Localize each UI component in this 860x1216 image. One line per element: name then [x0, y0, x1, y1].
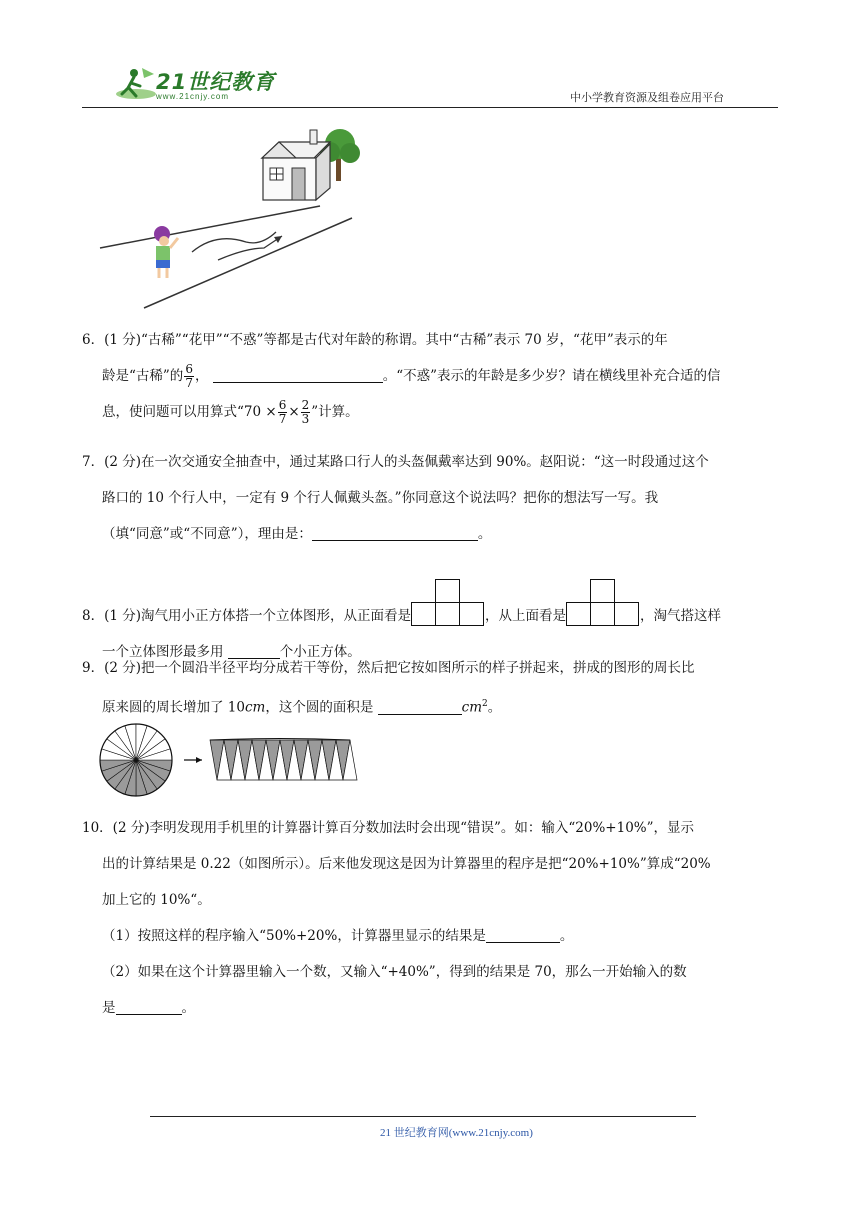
question-7: 7．(2 分)在一次交通安全抽查中，通过某路口行人的头盔佩戴率达到 90%。赵阳说：“这一时段通过这个 路口的 10 个行人中，一定有 9 个行人佩戴头盔。”你同意这个说法吗？把你的想法写一写。我 （填“同意”或“不同意”），理由是： 。	[82, 454, 709, 542]
q6-text: 龄是“古稀”的	[102, 368, 184, 384]
footer-source: 21 世纪教育网(www.21cnjy.com)	[380, 1127, 533, 1139]
fraction-two-thirds: $\frac{2}{3}$	[301, 398, 310, 426]
question-6: 6．(1 分)“古稀”“花甲”“不惑”等都是古代对年龄的称谓。其中“古稀”表示 70 岁，“花甲”表示的年 龄是“古稀”的 $\frac{6}{7}$ ， 。“不惑”表示的年龄是多少岁？请在横线里补充合适的信 息，使问题可以用算式“70 × $\frac{6}{7}$ × $\frac{2}{3}$ ”计算。	[82, 322, 782, 430]
q7-answer-blank[interactable]	[312, 524, 478, 541]
header-divider	[82, 107, 778, 108]
logo-url: www.21cnjy.com	[156, 92, 229, 101]
q9-answer-blank[interactable]	[378, 698, 462, 715]
circle-rearrangement-figure	[98, 722, 358, 802]
logo-icon	[114, 64, 158, 104]
question-8: 8．(1 分)淘气用小正方体搭一个立体图形，从正面看是 ，从上面看是 ，淘气搭这样 一个立体图形最多用 个小正方体。	[82, 578, 782, 670]
q10-part1-blank[interactable]	[486, 926, 560, 943]
question-10: 10．(2 分)李明发现用手机里的计算器计算百分数加法时会出现“错误”。如：输入“20%+10%”，显示 出的计算结果是 0.22（如图所示）。后来他发现这是因为计算器里的程序是把“20%+10%”算成“20% 加上它的 10%“。 （1）按照这样的程序输入“50%+20%，计算器里显示的结果是 。 （2）如果在这个计算器里输入一个数，又输入“+40%”，得到的结果是 70，那么一开始输入的数 是 。	[82, 820, 711, 1016]
front-view-figure	[411, 578, 485, 626]
q6-line-1: 6．(1 分)“古稀”“花甲”“不惑”等都是古代对年龄的称谓。其中“古稀”表示 70 岁，“花甲”表示的年	[82, 332, 668, 348]
q10-part2-blank[interactable]	[116, 998, 182, 1015]
platform-label: 中小学教育资源及组卷应用平台	[570, 91, 724, 104]
fraction-six-sevenths: $\frac{6}{7}$	[185, 362, 193, 390]
road-house-illustration	[96, 120, 366, 310]
question-9: 9．(2 分)把一个圆沿半径平均分成若干等份，然后把它按如图所示的样子拼起来，拼成的图形的周长比 原来圆的周长增加了 10cm，这个圆的面积是 $cm^2$。	[82, 660, 695, 716]
top-view-figure	[566, 578, 640, 626]
logo-title: 21世纪教育	[156, 70, 276, 94]
footer-divider	[150, 1116, 696, 1117]
q6-answer-blank[interactable]	[213, 366, 383, 383]
fraction-six-sevenths: $\frac{6}{7}$	[278, 398, 287, 426]
